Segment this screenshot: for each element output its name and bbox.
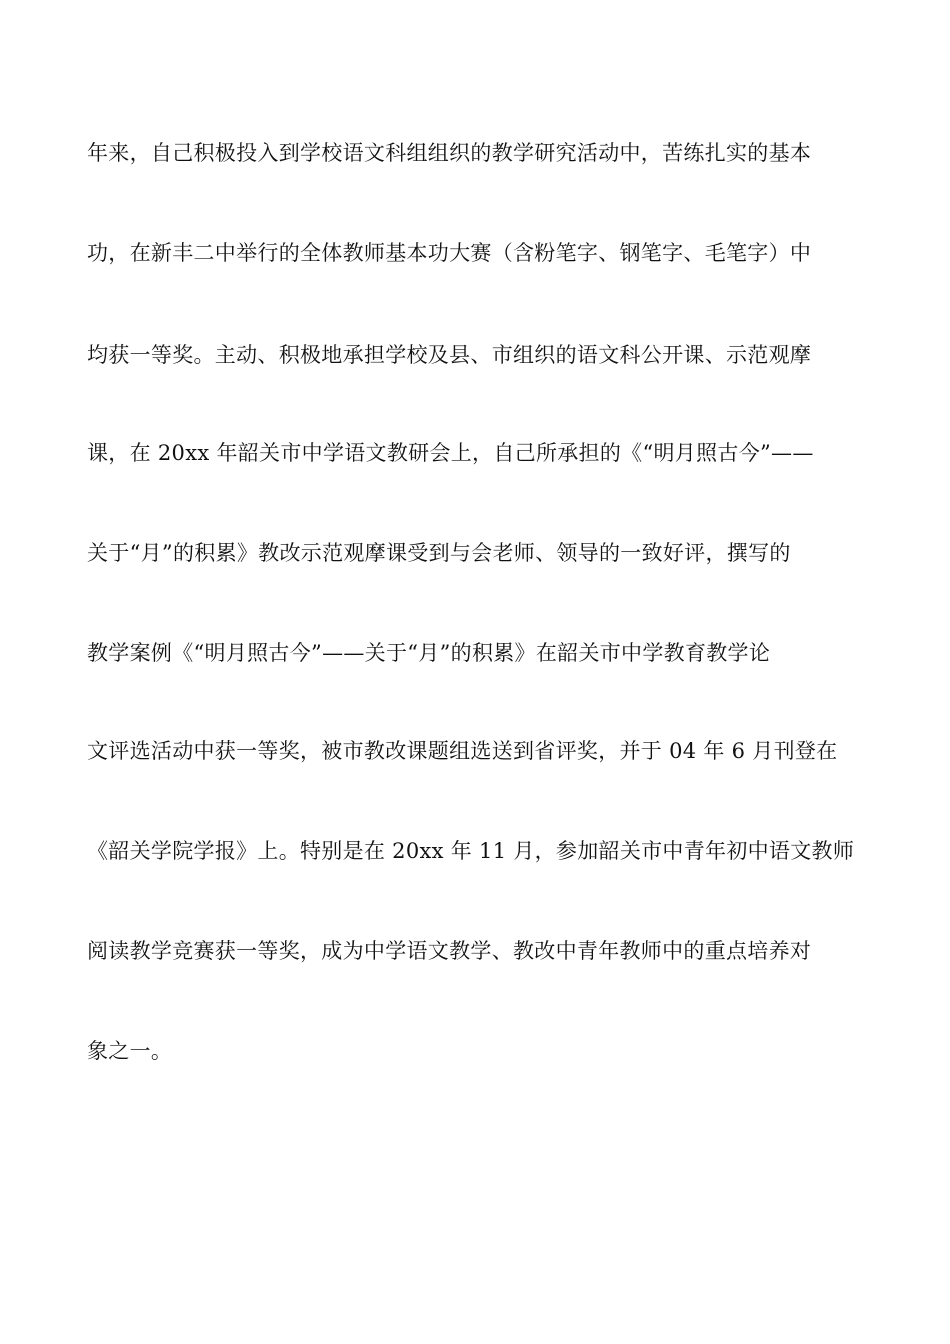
paragraph-line-7: 文评选活动中获一等奖，被市教改课题组选送到省评奖，并于 04 年 6 月刊登在 [87,739,838,763]
paragraph-line-10: 象之一。 [87,1039,173,1063]
paragraph-line-3: 均获一等奖。主动、积极地承担学校及县、市组织的语文科公开课、示范观摩 [87,343,812,367]
paragraph-line-1: 年来，自己积极投入到学校语文科组组织的教学研究活动中，苦练扎实的基本 [87,141,812,165]
paragraph-line-8: 《韶关学院学报》上。特别是在 20xx 年 11 月，参加韶关市中青年初中语文教师 [87,839,855,863]
paragraph-line-4: 课，在 20xx 年韶关市中学语文教研会上，自己所承担的《“明月照古今”—— [87,441,814,465]
paragraph-line-9: 阅读教学竞赛获一等奖，成为中学语文教学、教改中青年教师中的重点培养对 [87,939,812,963]
paragraph-line-5: 关于“月”的积累》教改示范观摩课受到与会老师、领导的一致好评，撰写的 [87,541,791,565]
paragraph-line-2: 功，在新丰二中举行的全体教师基本功大赛（含粉笔字、钢笔字、毛笔字）中 [87,241,812,265]
paragraph-line-6: 教学案例《“明月照古今”——关于“月”的积累》在韶关市中学教育教学论 [87,641,771,665]
